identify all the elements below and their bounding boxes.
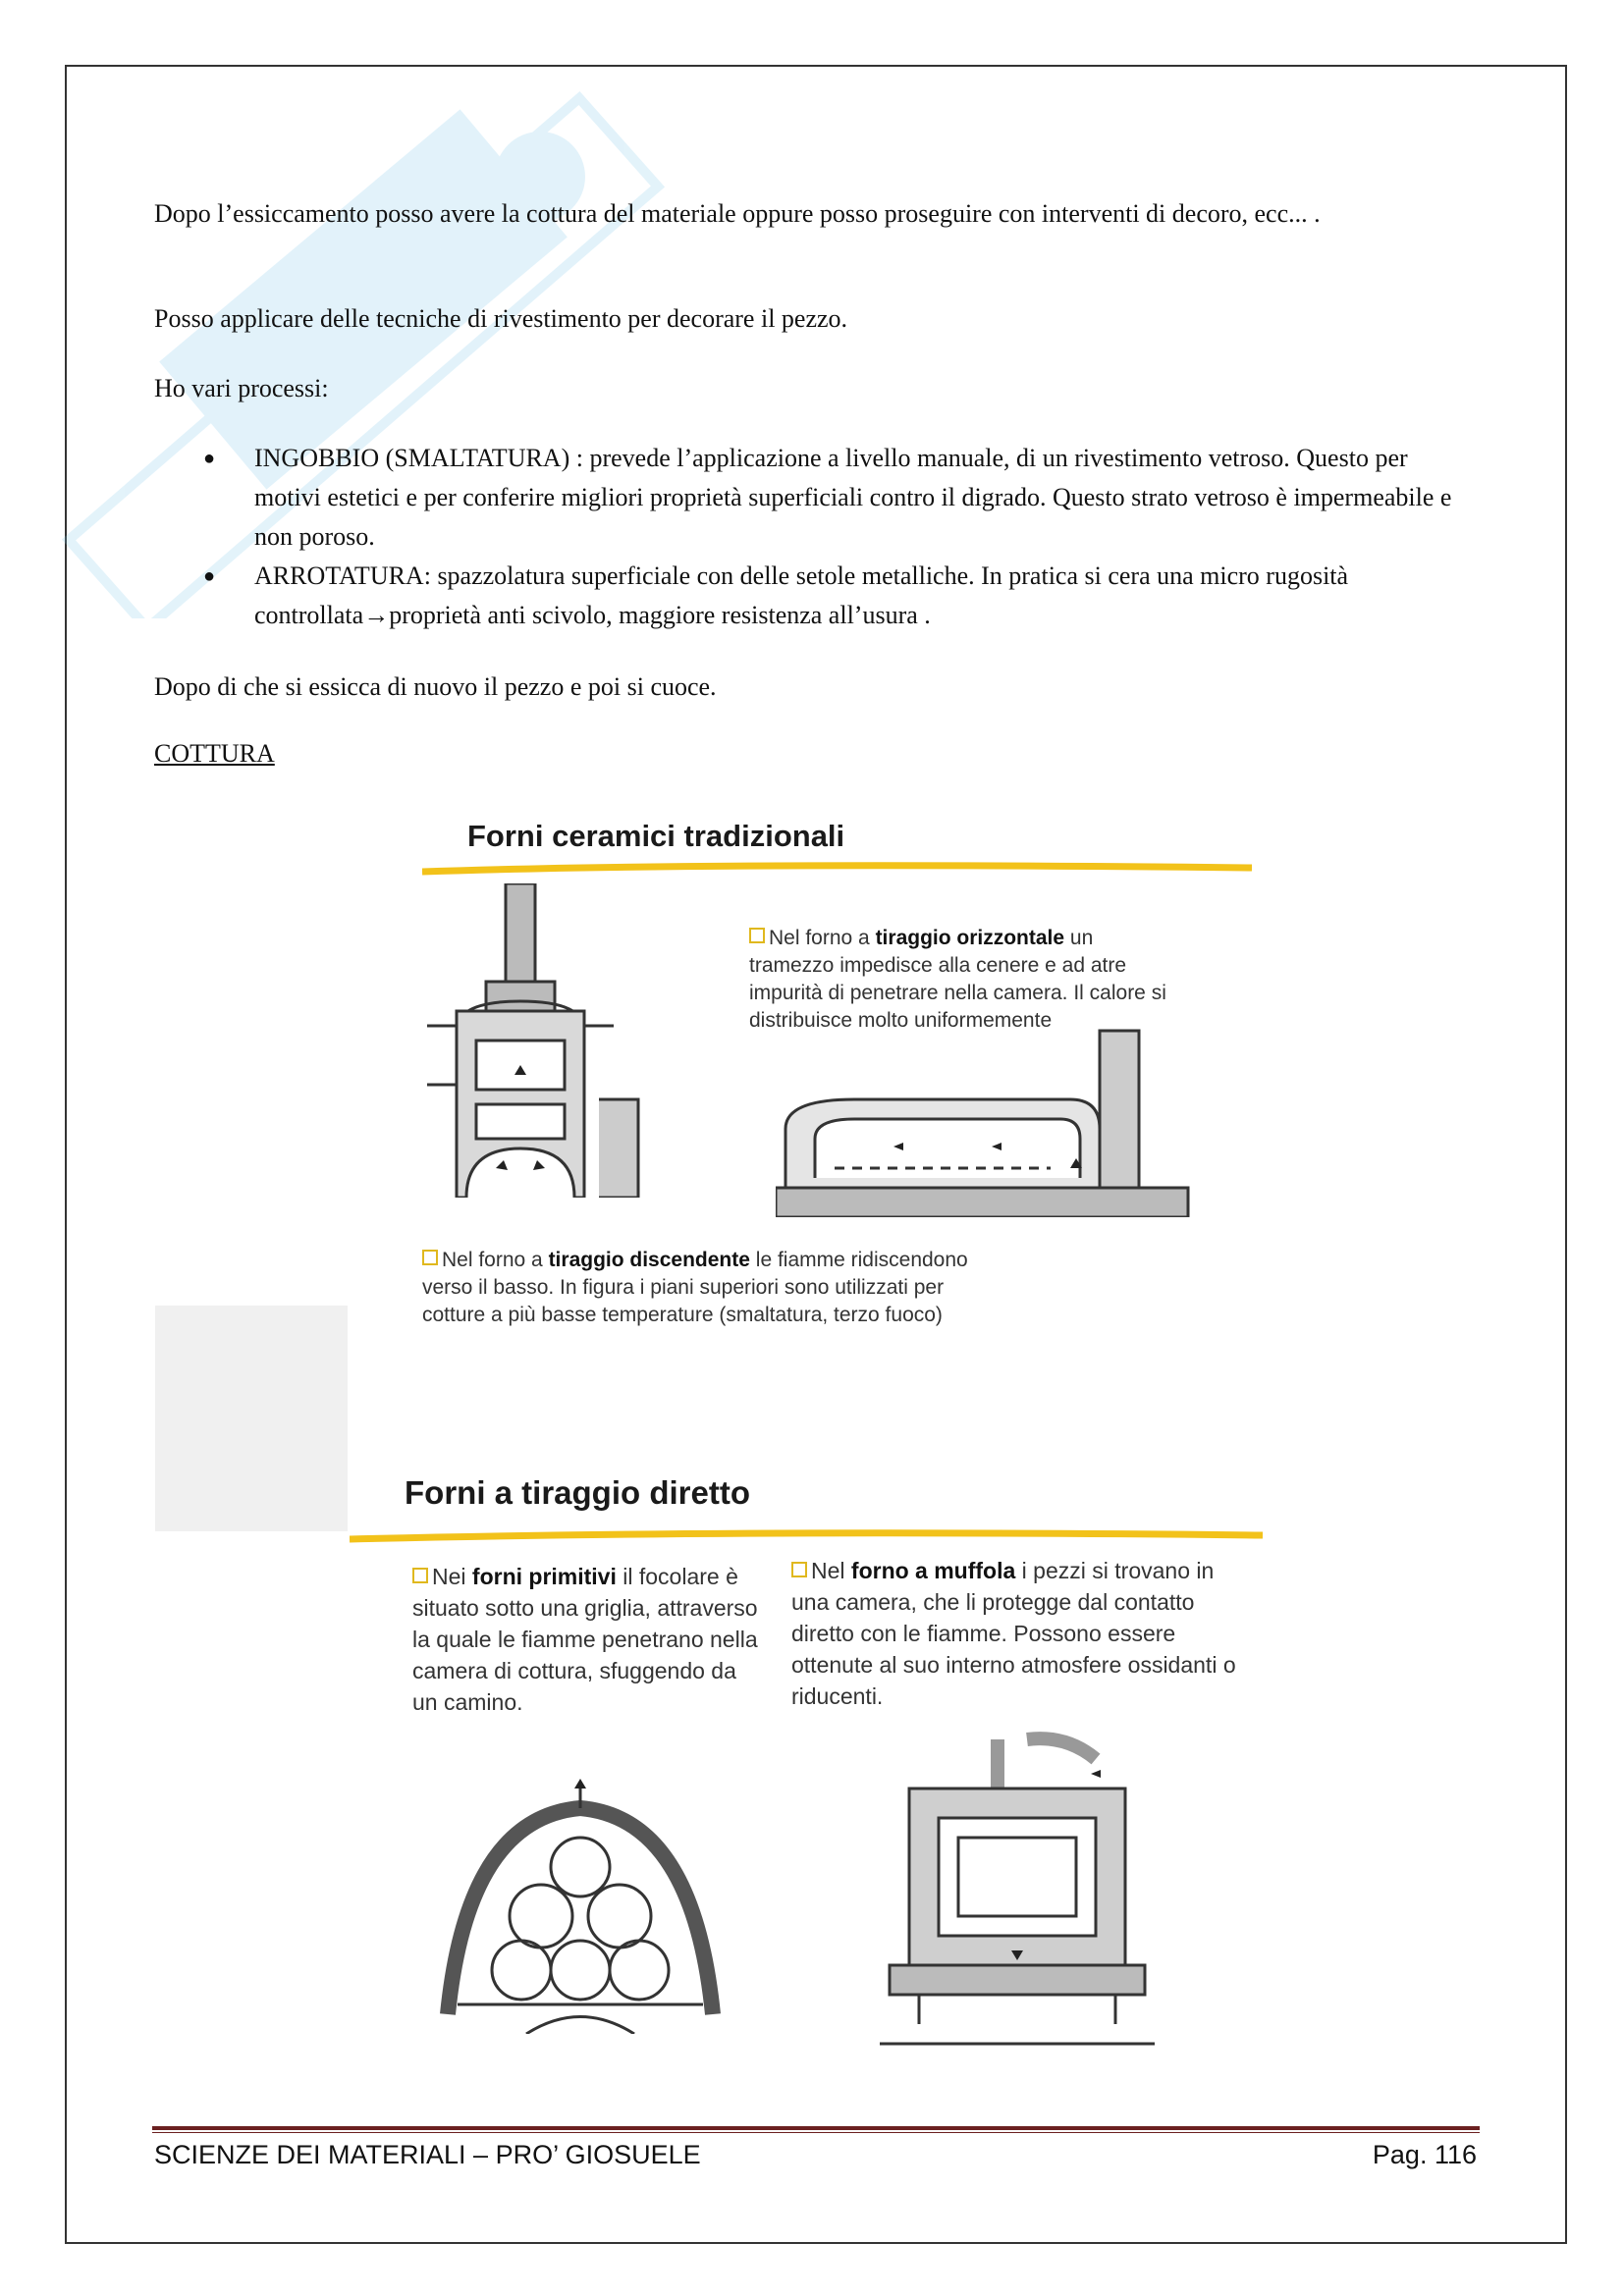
paragraph-dry-again: Dopo di che si essicca di nuovo il pezzo e poi si cuoce. <box>154 672 717 701</box>
figure-text-horizontal <box>749 925 1181 1035</box>
list-item <box>154 439 1460 557</box>
text-prefix: Nel <box>811 1558 851 1583</box>
checkbox-bullet-icon <box>412 1568 428 1583</box>
list-item-text: prevede l’applicazione a livello manuale, di un rivestimento vetroso. Questo per motivi estetici e per conferire migliori proprietà superficiali contro il digrado. Questo strato vetroso è impermeabile e non poroso. <box>254 444 1452 551</box>
text-rest: i pezzi si trovano in una camera, che li protegge dal contatto diretto con le fiamme. Possono essere ottenute al suo interno atmosfere ossidanti o riducenti. <box>791 1558 1236 1709</box>
downdraft-kiln-drawing <box>427 883 663 1198</box>
text-bold: tiraggio discendente <box>548 1249 750 1271</box>
text-bold: tiraggio orizzontale <box>875 927 1065 949</box>
text-bold: forni primitivi <box>471 1564 617 1589</box>
text-rest: il focolare è situato sotto una griglia, attraverso la quale le fiamme penetrano nella camera di cottura, sfuggendo da un camino. <box>412 1564 758 1715</box>
checkbox-bullet-icon <box>749 928 765 943</box>
section-heading-cottura: COTTURA <box>154 739 275 768</box>
figure-text-downdraft <box>422 1247 1011 1329</box>
list-item-lead: ARROTATURA: <box>254 561 438 590</box>
text-rest: le fiamme ridiscendono verso il basso. In figura i piani superiori sono utilizzati per cotture a più basse temperature (smaltatura, terzo fuoco) <box>422 1249 968 1326</box>
horizontal-kiln-drawing <box>776 1021 1237 1217</box>
text-prefix: Nel forno a <box>769 927 876 949</box>
text-prefix: Nei <box>432 1564 472 1589</box>
paragraph-coating-techniques: Posso applicare delle tecniche di rivestimento per decorare il pezzo. <box>154 304 848 333</box>
text-bold: forno a muffola <box>850 1558 1016 1583</box>
figure-title: Forni ceramici tradizionali <box>467 819 845 853</box>
paragraph-after-drying: Dopo l’essiccamento posso avere la cottura del materiale oppure posso proseguire con interventi di decoro, ecc... . <box>154 199 1321 228</box>
bullet-icon: ● <box>203 448 216 469</box>
list-item-text: spazzolatura superficiale con delle setole metalliche. In pratica si cera una micro rugosità controllata <box>254 561 1349 629</box>
primitive-kiln-drawing <box>428 1779 752 2034</box>
list-item <box>154 557 1460 635</box>
title-underline <box>350 1527 1272 1547</box>
list-item-lead: INGOBBIO (SMALTATURA) : <box>254 444 590 472</box>
figure-title: Forni a tiraggio diretto <box>405 1474 750 1511</box>
footer-rule-thin <box>152 2132 1480 2133</box>
text-rest: un tramezzo impedisce alla cenere e ad atre impurità di penetrare nella camera. Il calore si distribuisce molto uniformemente <box>749 927 1166 1032</box>
checkbox-bullet-icon <box>791 1562 807 1577</box>
process-list <box>154 439 1460 635</box>
title-underline <box>422 860 1257 880</box>
figure-text-primitive <box>412 1561 766 1718</box>
footer-rule <box>152 2126 1480 2130</box>
footer-course-title: SCIENZE DEI MATERIALI – PRO’ GIOSUELE <box>154 2140 701 2169</box>
figure-text-muffle <box>791 1555 1253 1712</box>
bullet-icon: ● <box>203 565 216 587</box>
paragraph-processes-intro: Ho vari processi: <box>154 374 329 402</box>
text-prefix: Nel forno a <box>442 1249 549 1271</box>
figure-direct-draft-kilns <box>350 1435 1282 2093</box>
muffle-kiln-drawing <box>880 1730 1155 2063</box>
footer-page-number: Pag. 116 <box>1372 2140 1477 2169</box>
gray-placeholder-block <box>155 1306 348 1531</box>
figure-traditional-kilns <box>412 785 1257 1374</box>
list-item-tail: proprietà anti scivolo, maggiore resistenza all’usura . <box>389 601 931 629</box>
checkbox-bullet-icon <box>422 1250 438 1265</box>
arrow-icon: → <box>363 601 390 629</box>
